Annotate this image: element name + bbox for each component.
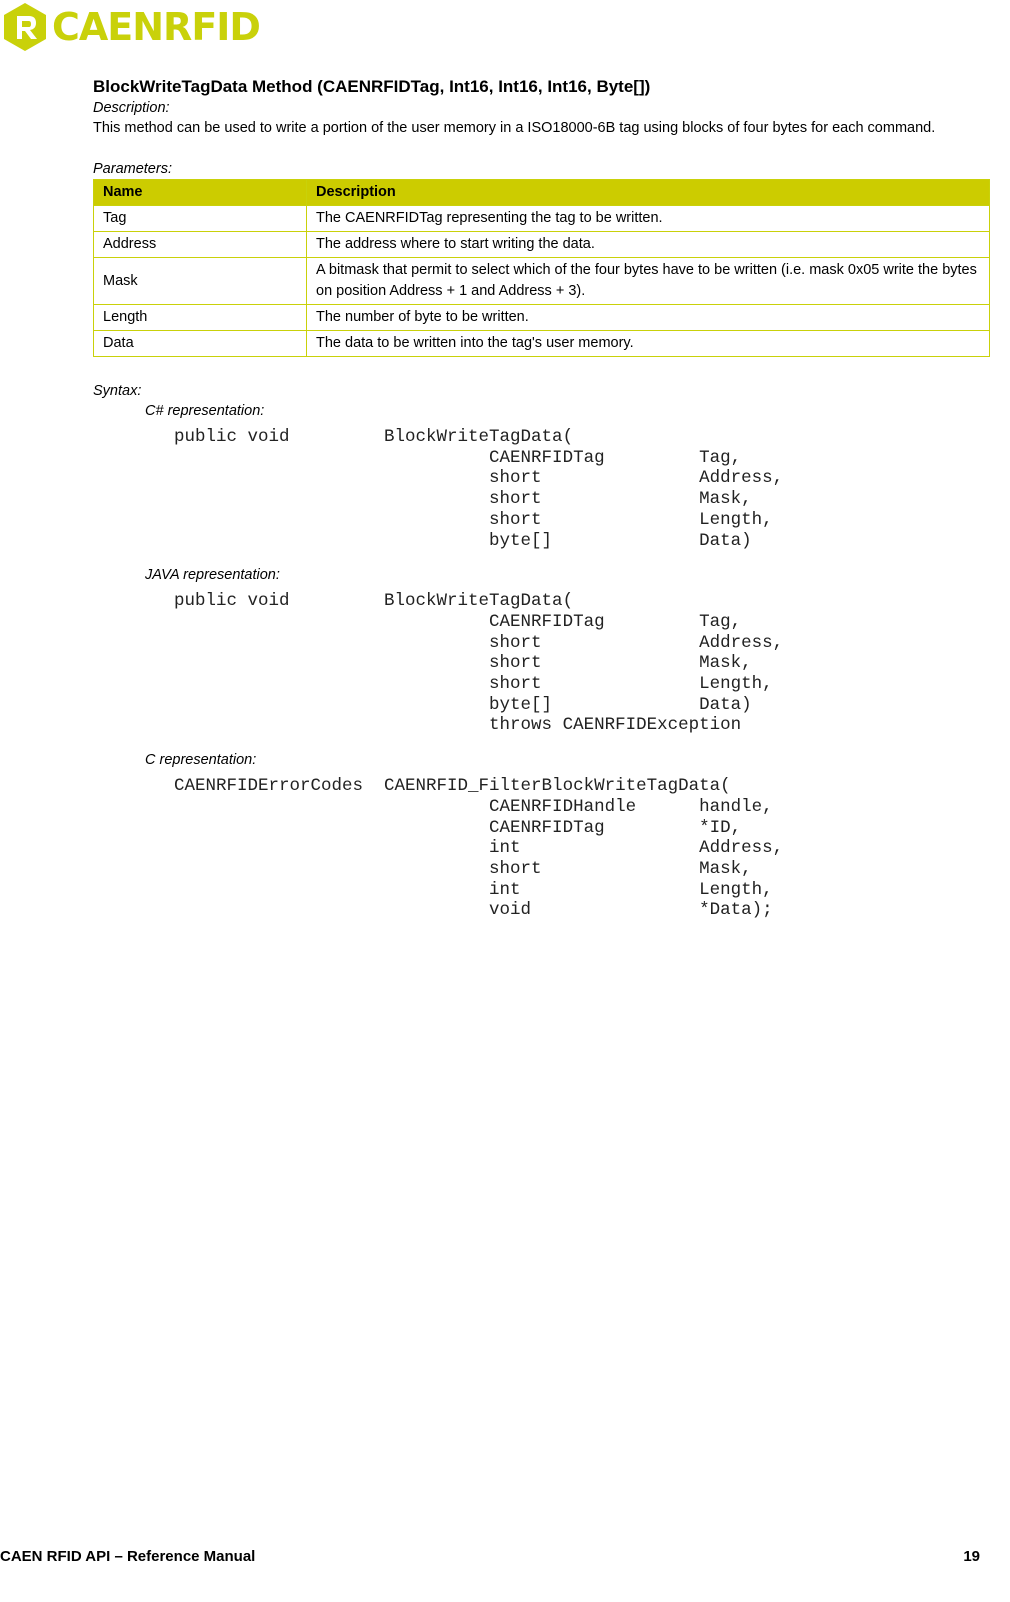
param-name: Mask	[94, 258, 307, 305]
parameters-label: Parameters:	[93, 161, 172, 177]
caenrfid-logo-icon	[2, 2, 48, 52]
footer-manual-title: CAEN RFID API – Reference Manual	[0, 1548, 256, 1565]
param-name: Tag	[94, 206, 307, 232]
java-label: JAVA representation:	[145, 567, 280, 584]
param-description: A bitmask that permit to select which of the four bytes have to be written (i.e. mask 0x05 write the bytes on position Address + 1 and Address + 3).	[307, 258, 990, 305]
syntax-label: Syntax:	[93, 383, 142, 399]
table-header-row	[94, 180, 990, 206]
param-name: Length	[94, 305, 307, 331]
table-row	[94, 331, 990, 357]
c-code: CAENRFIDErrorCodes CAENRFID_FilterBlockWriteTagData( CAENRFIDHandle handle, CAENRFIDTag *ID, int Address, short Mask, int Length, void *Data);	[174, 776, 784, 921]
page-number: 19	[963, 1548, 980, 1565]
java-code: public void BlockWriteTagData( CAENRFIDTag Tag, short Address, short Mask, short Length, byte[] Data) throws CAENRFIDException	[174, 591, 784, 736]
method-description: This method can be used to write a portion of the user memory in a ISO18000-6B tag using blocks of four bytes for each command.	[93, 120, 936, 136]
csharp-code: public void BlockWriteTagData( CAENRFIDTag Tag, short Address, short Mask, short Length, byte[] Data)	[174, 427, 784, 551]
param-name: Address	[94, 232, 307, 258]
parameters-table	[93, 179, 990, 357]
header-description: Description	[307, 180, 990, 206]
page-content	[93, 76, 988, 921]
table-row	[94, 305, 990, 331]
c-label: C representation:	[145, 752, 257, 769]
param-description: The CAENRFIDTag representing the tag to be written.	[307, 206, 990, 232]
param-name: Data	[94, 331, 307, 357]
header-name: Name	[94, 180, 307, 206]
csharp-label: C# representation:	[145, 403, 265, 419]
table-row	[94, 232, 990, 258]
param-description: The number of byte to be written.	[307, 305, 990, 331]
table-row	[94, 258, 990, 305]
param-description: The data to be written into the tag's user memory.	[307, 331, 990, 357]
page-footer	[0, 1548, 980, 1565]
header-logo	[2, 2, 260, 52]
param-description: The address where to start writing the data.	[307, 232, 990, 258]
logo-text: CAENRFID	[52, 5, 260, 49]
table-row	[94, 206, 990, 232]
description-label: Description:	[93, 100, 170, 116]
method-title: BlockWriteTagData Method (CAENRFIDTag, Int16, Int16, Int16, Byte[])	[93, 77, 651, 96]
